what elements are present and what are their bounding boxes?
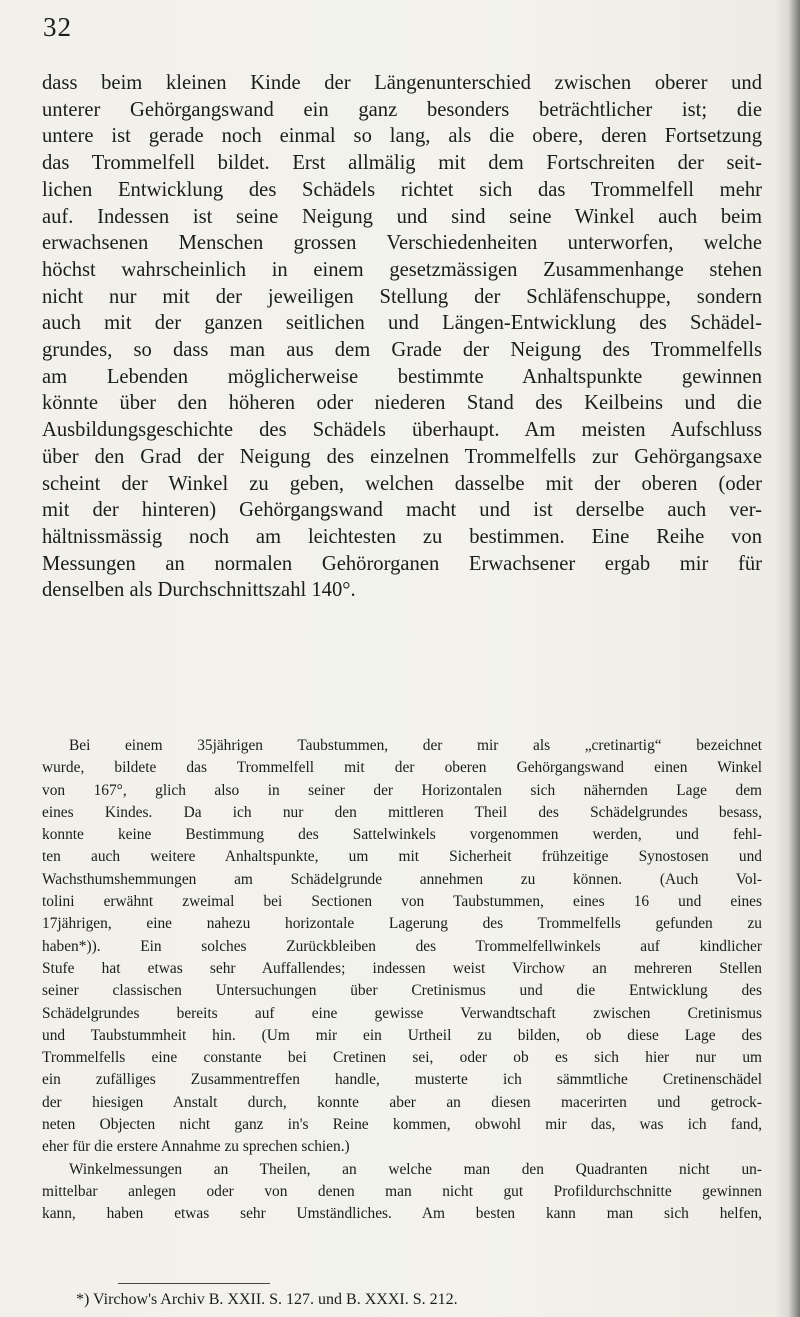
note-paragraph (42, 735, 762, 1226)
main-line: auch mit der ganzen seitlichen und Längen-Entwicklung des Schädel- (42, 312, 762, 335)
note-line: ten auch weitere Anhaltspunkte, um mit Sicherheit frühzeitige Synostosen und (42, 848, 762, 866)
main-line: könnte über den höheren oder niederen Stand des Keilbeins und die (42, 392, 762, 415)
page-edge-shadow (774, 0, 800, 1317)
note-line: wurde, bildete das Trommelfell mit der oberen Gehörgangswand einen Winkel (42, 759, 762, 777)
main-line: hältnissmässig noch am leichtesten zu bestimmen. Eine Reihe von (42, 525, 762, 548)
note-line: tolini erwähnt zweimal bei Sectionen von Taubstummen, eines 16 und eines (42, 893, 762, 911)
main-line: Messungen an normalen Gehörorganen Erwachsener ergab mir für (42, 552, 762, 575)
footnote-divider (118, 1283, 270, 1284)
note-line: ein zufälliges Zusammentreffen handle, musterte ich sämmtliche Cretinenschädel (42, 1071, 762, 1089)
main-line: am Lebenden möglicherweise bestimmte Anhaltspunkte gewinnen (42, 365, 762, 388)
note-line: eher für die erstere Annahme zu sprechen schien.) (42, 1138, 350, 1156)
note-line: konnte keine Bestimmung des Sattelwinkels vorgenommen werden, und fehl- (42, 826, 762, 844)
note-line: Schädelgrundes bereits auf eine gewisse Verwandtschaft zwischen Cretinismus (42, 1004, 762, 1022)
note-line: kann, haben etwas sehr Umständliches. Am besten kann man sich helfen, (42, 1205, 762, 1223)
main-line: untere ist gerade noch einmal so lang, als die obere, deren Fortsetzung (42, 125, 762, 148)
note-line: der hiesigen Anstalt durch, konnte aber an diesen macerirten und getrock- (42, 1093, 762, 1111)
main-paragraph (42, 70, 762, 604)
main-line: erwachsenen Menschen grossen Verschiedenheiten unterworfen, welche (42, 232, 762, 255)
main-line: unterer Gehörgangswand ein ganz besonders beträchtlicher ist; die (42, 98, 762, 121)
note-line: haben*)). Ein solches Zurückbleiben des Trommelfellwinkels auf kindlicher (42, 937, 762, 955)
page-number: 32 (43, 12, 72, 42)
main-line: nicht nur mit der jeweiligen Stellung der Schläfenschuppe, sondern (42, 285, 762, 308)
note-line: Winkelmessungen an Theilen, an welche man den Quadranten nicht un- (69, 1160, 762, 1178)
note-line: mittelbar anlegen oder von denen man nicht gut Profildurchschnitte gewinnen (42, 1182, 762, 1200)
main-line: grundes, so dass man aus dem Grade der Neigung des Trommelfells (42, 339, 762, 362)
note-line: und Taubstummheit hin. (Um mir ein Urtheil zu bilden, ob diese Lage des (42, 1026, 762, 1044)
main-line: scheint der Winkel zu geben, welchen dasselbe mit der oberen (oder (42, 472, 762, 495)
note-line: seiner classischen Untersuchungen über Cretinismus und die Entwicklung des (42, 982, 762, 1000)
note-line: Bei einem 35jährigen Taubstummen, der mir als „cretinartig“ bezeichnet (69, 737, 762, 754)
main-line: denselben als Durchschnittszahl 140°. (42, 579, 356, 602)
main-line: mit der hinteren) Gehörgangswand macht und ist derselbe auch ver- (42, 499, 762, 522)
main-line: über den Grad der Neigung des einzelnen Trommelfells zur Gehörgangsaxe (42, 445, 762, 468)
main-line: höchst wahrscheinlich in einem gesetzmässigen Zusammenhange stehen (42, 258, 762, 281)
note-line: Wachsthumshemmungen am Schädelgrunde annehmen zu können. (Auch Vol- (42, 870, 762, 888)
main-line: das Trommelfell bildet. Erst allmälig mit dem Fortschreiten der seit- (42, 152, 762, 175)
main-line: Ausbildungsgeschichte des Schädels überhaupt. Am meisten Aufschluss (42, 419, 762, 442)
main-line: lichen Entwicklung des Schädels richtet sich das Trommelfell mehr (42, 178, 762, 201)
note-line: Trommelfells eine constante bei Cretinen sei, oder ob es sich hier nur um (42, 1049, 762, 1067)
footnote: *) Virchow's Archiv B. XXII. S. 127. und B. XXXI. S. 212. (76, 1291, 458, 1308)
note-line: eines Kindes. Da ich nur den mittleren Theil des Schädelgrundes besass, (42, 803, 762, 821)
note-line: neten Objecten nicht ganz in's Reine kommen, obwohl mir das, was ich fand, (42, 1116, 762, 1134)
main-line: dass beim kleinen Kinde der Längenunterschied zwischen oberer und (42, 72, 762, 94)
note-line: von 167°, glich also in seiner der Horizontalen sich nähernden Lage dem (42, 781, 762, 799)
note-line: 17jährigen, eine nahezu horizontale Lagerung des Trommelfells gefunden zu (42, 915, 762, 933)
main-line: auf. Indessen ist seine Neigung und sind seine Winkel auch beim (42, 205, 762, 228)
note-line: Stufe hat etwas sehr Auffallendes; indessen weist Virchow an mehreren Stellen (42, 959, 762, 977)
